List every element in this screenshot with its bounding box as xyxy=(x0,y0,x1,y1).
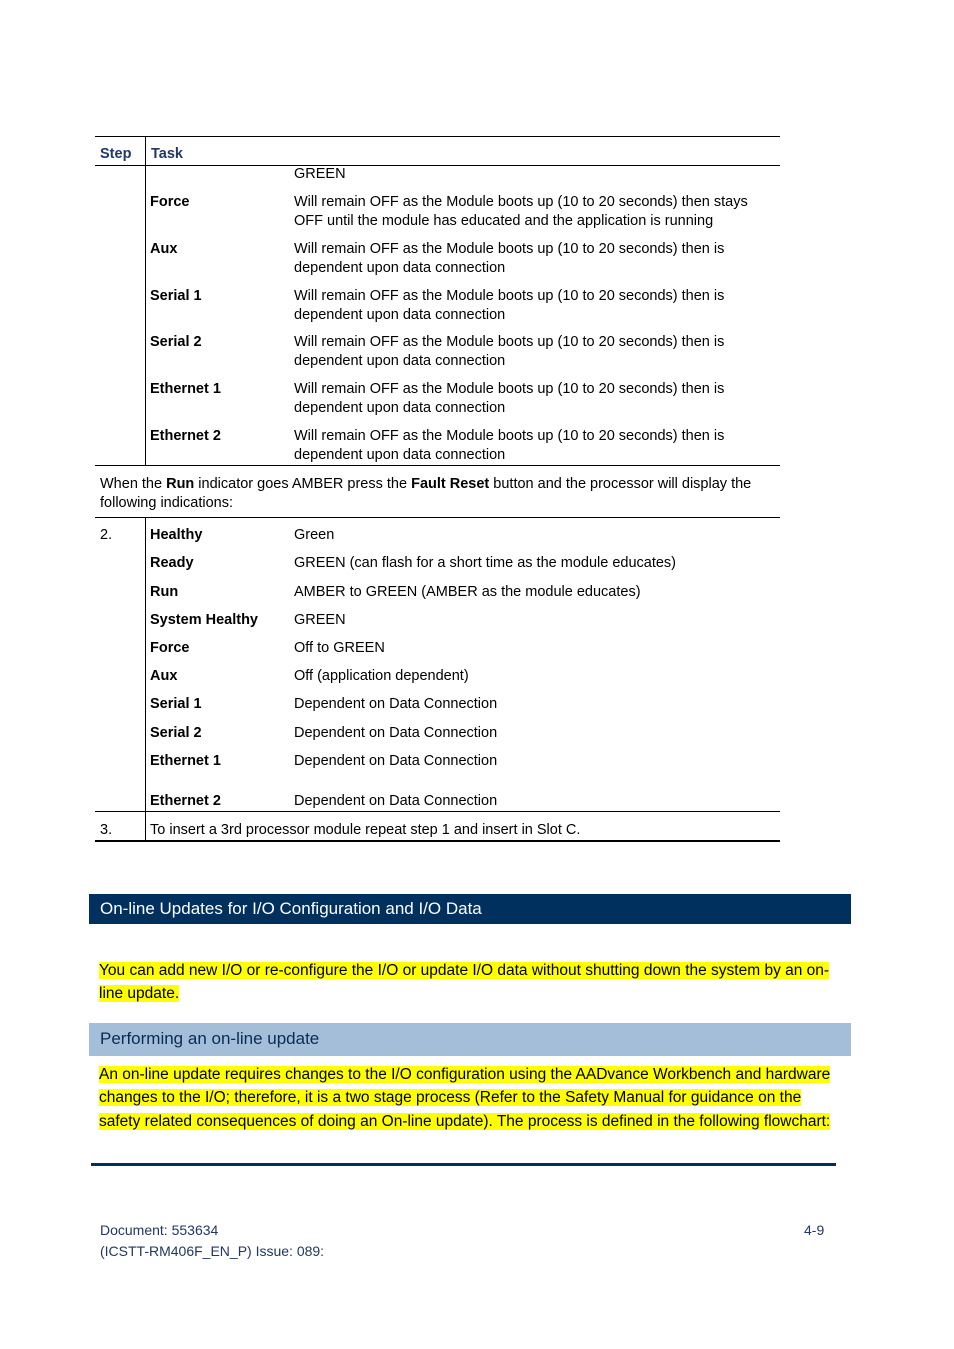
indicator-value: Dependent on Data Connection xyxy=(294,753,498,769)
indicator-label: Serial 2 xyxy=(150,725,202,741)
indicator-label: Force xyxy=(150,640,190,656)
step-text: To insert a 3rd processor module repeat step 1 and insert in Slot C. xyxy=(150,822,581,838)
indicator-label: Healthy xyxy=(150,527,203,543)
indicator-value: Dependent on Data Connection xyxy=(294,793,498,809)
indicator-label: Serial 2 xyxy=(150,334,202,350)
indicator-label: Serial 1 xyxy=(150,696,202,712)
section-title: On-line Updates for I/O Configuration and I/O Data xyxy=(100,899,482,918)
indicator-value: GREEN xyxy=(294,612,346,628)
section-intro-paragraph xyxy=(99,959,844,1006)
column-header-task: Task xyxy=(151,146,183,162)
table-bottom-rule xyxy=(95,840,780,842)
column-header-step: Step xyxy=(100,146,132,162)
indicator-value: Will remain OFF as the Module boots up (10 to 20 seconds) then is dependent upon data connection xyxy=(294,334,725,369)
indicator-value: Will remain OFF as the Module boots up (10 to 20 seconds) then stays OFF until the module has educated and the application is running xyxy=(294,194,748,229)
indicator-value: AMBER to GREEN (AMBER as the module educates) xyxy=(294,584,641,600)
highlighted-text: An on-line update requires changes to the I/O configuration using the AADvance Workbench and hardware changes to the I/O; therefore, it is a two stage process (Refer to the Safety Manual for guidance on the safety related consequences of doing an On-line update). The process is defined in the following flowchart: xyxy=(99,1066,831,1130)
indicator-value: Green xyxy=(294,527,335,543)
indicator-value: Off to GREEN xyxy=(294,640,385,656)
subsection-body-paragraph xyxy=(99,1063,844,1133)
indicator-value: Off (application dependent) xyxy=(294,668,469,684)
table-row-rule xyxy=(95,517,780,518)
section-end-rule xyxy=(91,1163,836,1166)
step-number: 3. xyxy=(100,822,113,838)
indicator-label: Ethernet 2 xyxy=(150,793,221,809)
indicator-value: Dependent on Data Connection xyxy=(294,696,498,712)
table-top-rule xyxy=(95,136,780,137)
indicator-label: System Healthy xyxy=(150,612,258,628)
section-heading-bar xyxy=(89,894,851,924)
indicator-value: GREEN (can flash for a short time as the module educates) xyxy=(294,555,677,571)
subsection-heading-bar xyxy=(89,1023,851,1056)
subsection-title: Performing an on-line update xyxy=(100,1029,320,1048)
indicator-value: Will remain OFF as the Module boots up (10 to 20 seconds) then is dependent upon data connection xyxy=(294,428,725,463)
indicator-label: Force xyxy=(150,194,190,210)
table-header-rule xyxy=(95,165,780,166)
table-column-divider xyxy=(145,136,146,465)
indicator-label: Serial 1 xyxy=(150,288,202,304)
footer-page-number: 4-9 xyxy=(804,1222,825,1238)
indicator-value: Will remain OFF as the Module boots up (10 to 20 seconds) then is dependent upon data connection xyxy=(294,241,725,276)
indicator-label: Aux xyxy=(150,241,178,257)
indicator-label: Aux xyxy=(150,668,178,684)
table-row-rule xyxy=(95,811,780,812)
table-column-divider xyxy=(145,517,146,841)
footer-issue: (ICSTT-RM406F_EN_P) Issue: 089: xyxy=(100,1243,325,1259)
highlighted-text: You can add new I/O or re-configure the I/O or update I/O data without shutting down the system by an on-line update. xyxy=(99,962,830,1003)
indicator-label: Run xyxy=(150,584,179,600)
fault-reset-note: When the Run indicator goes AMBER press the Fault Reset button and the processor will display the following indications: xyxy=(100,476,752,511)
table-row-rule xyxy=(95,465,780,466)
indicator-value: Will remain OFF as the Module boots up (10 to 20 seconds) then is dependent upon data connection xyxy=(294,288,725,323)
indicator-value: Will remain OFF as the Module boots up (10 to 20 seconds) then is dependent upon data connection xyxy=(294,381,725,416)
indicator-value: Dependent on Data Connection xyxy=(294,725,498,741)
step-number: 2. xyxy=(100,527,113,543)
continued-value: GREEN xyxy=(294,166,346,182)
footer-document-number: Document: 553634 xyxy=(100,1222,219,1238)
indicator-label: Ethernet 2 xyxy=(150,428,221,444)
indicator-label: Ethernet 1 xyxy=(150,381,221,397)
indicator-label: Ethernet 1 xyxy=(150,753,221,769)
indicator-label: Ready xyxy=(150,555,194,571)
